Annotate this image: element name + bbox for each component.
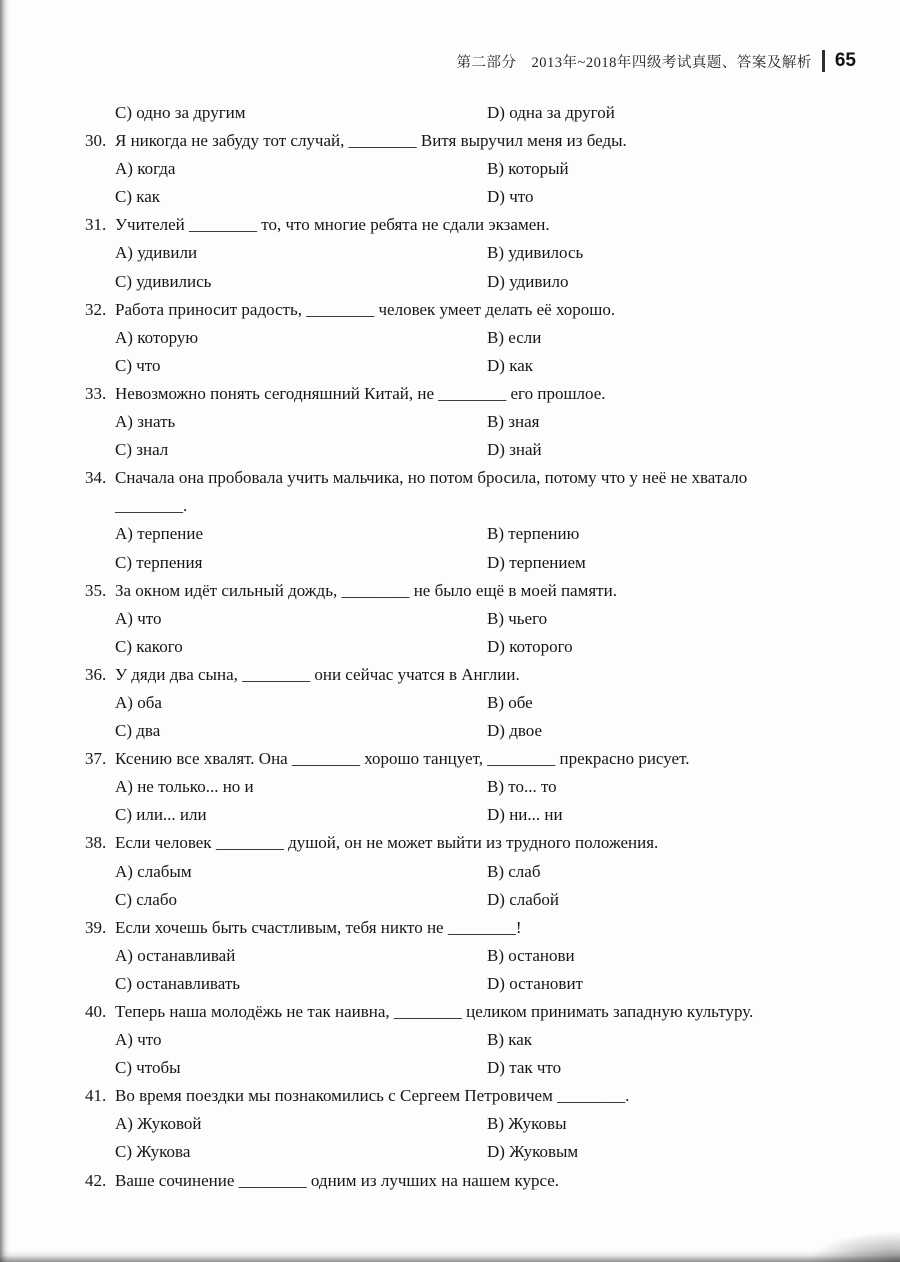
question-number: 38. bbox=[85, 833, 107, 853]
option-a: A) слабым bbox=[115, 861, 192, 881]
question-stem: У дяди два сына, ________ они сейчас учатся в Англии. bbox=[115, 664, 520, 684]
option-b: B) если bbox=[487, 327, 542, 347]
question-stem: Работа приносит радость, ________ человек умеет делать её хорошо. bbox=[115, 299, 616, 319]
question-stem-cont-text: ________. bbox=[115, 496, 188, 516]
option-a: A) что bbox=[115, 1030, 162, 1050]
option-b: B) зная bbox=[487, 412, 540, 432]
option-d: D) что bbox=[487, 187, 534, 207]
scan-shadow-corner bbox=[810, 1232, 900, 1262]
question-options bbox=[115, 408, 844, 464]
question-options bbox=[115, 1110, 844, 1166]
option-c: C) или... или bbox=[115, 805, 207, 825]
question-number: 36. bbox=[85, 664, 107, 684]
question-block bbox=[85, 464, 844, 576]
option-d: D) одна за другой bbox=[487, 103, 615, 122]
option-b: B) как bbox=[487, 1030, 533, 1050]
option-b: B) чьего bbox=[487, 608, 548, 628]
section-title: 第二部分 2013年~2018年四级考试真题、答案及解析 bbox=[456, 54, 812, 71]
option-a: A) когда bbox=[115, 159, 176, 179]
scan-shadow-left bbox=[0, 0, 11, 1262]
question-stem-line bbox=[85, 577, 844, 605]
option-b: B) то... то bbox=[487, 777, 557, 797]
page-number: 65 bbox=[834, 50, 856, 71]
option-c: C) два bbox=[115, 721, 161, 741]
option-c: C) останавливать bbox=[115, 973, 241, 993]
option-d: D) как bbox=[487, 355, 533, 375]
question-stem-line bbox=[85, 1082, 844, 1110]
question-block bbox=[85, 1082, 844, 1166]
leading-options-row bbox=[115, 99, 844, 127]
header-divider bbox=[822, 50, 825, 72]
question-stem-continuation bbox=[85, 492, 844, 520]
question-number: 37. bbox=[85, 749, 107, 769]
option-c: C) терпения bbox=[115, 552, 203, 572]
question-block bbox=[85, 211, 844, 295]
question-stem-line bbox=[85, 914, 844, 942]
option-d: D) удивило bbox=[487, 271, 569, 291]
option-b: B) терпению bbox=[487, 524, 580, 544]
question-block bbox=[85, 1167, 844, 1195]
question-stem: Если хочешь быть счастливым, тебя никто не ________! bbox=[115, 917, 522, 937]
question-number: 32. bbox=[85, 299, 107, 319]
option-b: B) Жуковы bbox=[487, 1114, 567, 1134]
question-stem: Я никогда не забуду тот случай, ________ Витя выручил меня из беды. bbox=[115, 131, 627, 151]
question-number: 42. bbox=[85, 1170, 107, 1190]
option-b: B) удивилось bbox=[487, 243, 584, 263]
question-number: 40. bbox=[85, 1002, 107, 1021]
option-a: A) удивили bbox=[115, 243, 198, 263]
option-c: C) что bbox=[115, 355, 161, 375]
option-d: D) слабой bbox=[487, 889, 560, 909]
page-header bbox=[457, 50, 856, 72]
question-block bbox=[85, 998, 844, 1082]
question-options bbox=[115, 1026, 844, 1082]
question-stem-line bbox=[85, 1167, 844, 1195]
question-options bbox=[115, 605, 844, 661]
option-a: A) терпение bbox=[115, 524, 204, 544]
option-a: A) Жуковой bbox=[115, 1114, 202, 1134]
question-options bbox=[115, 324, 844, 380]
question-stem-line bbox=[85, 296, 844, 324]
question-number: 35. bbox=[85, 580, 107, 600]
question-block bbox=[85, 829, 844, 913]
option-c: C) чтобы bbox=[115, 1058, 181, 1078]
question-stem: Ксению все хвалят. Она ________ хорошо танцует, ________ прекрасно рисует. bbox=[115, 749, 690, 769]
question-stem-line bbox=[85, 127, 844, 155]
question-options bbox=[115, 239, 844, 295]
question-options bbox=[115, 942, 844, 998]
question-stem: Ваше сочинение ________ одним из лучших на нашем курсе. bbox=[115, 1170, 560, 1190]
question-stem: Сначала она пробовала учить мальчика, но потом бросила, потому что у неё не хватало bbox=[115, 468, 748, 488]
option-a: A) оба bbox=[115, 692, 162, 712]
option-c: C) удивились bbox=[115, 271, 212, 291]
option-b: B) останови bbox=[487, 945, 575, 965]
question-stem-line bbox=[85, 380, 844, 408]
option-b: B) который bbox=[487, 159, 569, 179]
option-d: D) так что bbox=[487, 1058, 562, 1078]
option-a: A) которую bbox=[115, 327, 199, 347]
option-d: D) терпением bbox=[487, 552, 586, 572]
question-block bbox=[85, 914, 844, 998]
question-stem-line bbox=[85, 661, 844, 689]
question-stem-line bbox=[85, 745, 844, 773]
question-block bbox=[85, 127, 844, 211]
question-stem: Если человек ________ душой, он не может выйти из трудного положения. bbox=[115, 833, 659, 853]
option-c: C) одно за другим bbox=[115, 103, 246, 122]
option-c: C) как bbox=[115, 187, 161, 207]
question-number: 33. bbox=[85, 383, 107, 403]
option-b: B) слаб bbox=[487, 861, 541, 881]
question-number: 34. bbox=[85, 468, 107, 488]
option-d: D) знай bbox=[487, 440, 542, 460]
question-options bbox=[115, 520, 844, 576]
scan-shadow-bottom bbox=[0, 1250, 900, 1262]
question-stem-line bbox=[85, 829, 844, 857]
option-d: D) двое bbox=[487, 721, 543, 741]
question-stem: Учителей ________ то, что многие ребята не сдали экзамен. bbox=[115, 215, 550, 235]
question-options bbox=[115, 155, 844, 211]
question-stem: Во время поездки мы познакомились с Сергеем Петровичем ________. bbox=[115, 1086, 630, 1106]
option-a: A) останавливай bbox=[115, 945, 236, 965]
question-stem: Теперь наша молодёжь не так наивна, ________ целиком принимать западную культуру. bbox=[115, 1002, 754, 1021]
option-c: C) слабо bbox=[115, 889, 177, 909]
question-number: 39. bbox=[85, 917, 107, 937]
question-options bbox=[115, 773, 844, 829]
question-stem-line bbox=[85, 211, 844, 239]
question-number-spacer bbox=[85, 492, 115, 520]
option-d: D) которого bbox=[487, 636, 573, 656]
question-number: 31. bbox=[85, 215, 107, 235]
option-a: A) не только... но и bbox=[115, 777, 254, 797]
option-c: C) знал bbox=[115, 440, 169, 460]
option-d: D) остановит bbox=[487, 973, 583, 993]
option-b: B) обе bbox=[487, 692, 533, 712]
question-block bbox=[85, 296, 844, 380]
option-c: C) какого bbox=[115, 636, 183, 656]
option-d: D) ни... ни bbox=[487, 805, 563, 825]
question-options bbox=[115, 858, 844, 914]
question-stem: Невозможно понять сегодняшний Китай, не ________ его прошлое. bbox=[115, 383, 606, 403]
option-a: A) знать bbox=[115, 412, 176, 432]
question-options bbox=[115, 689, 844, 745]
exam-content bbox=[85, 99, 844, 1195]
question-block bbox=[85, 745, 844, 829]
question-number: 41. bbox=[85, 1086, 107, 1106]
question-stem-line bbox=[85, 998, 844, 1026]
question-stem-line bbox=[85, 464, 844, 492]
option-a: A) что bbox=[115, 608, 162, 628]
question-block bbox=[85, 577, 844, 661]
question-stem: За окном идёт сильный дождь, ________ не было ещё в моей памяти. bbox=[115, 580, 617, 600]
question-number: 30. bbox=[85, 131, 107, 151]
option-d: D) Жуковым bbox=[487, 1142, 579, 1162]
question-block bbox=[85, 661, 844, 745]
question-block bbox=[85, 380, 844, 464]
question-list bbox=[85, 127, 844, 1195]
option-c: C) Жукова bbox=[115, 1142, 191, 1162]
